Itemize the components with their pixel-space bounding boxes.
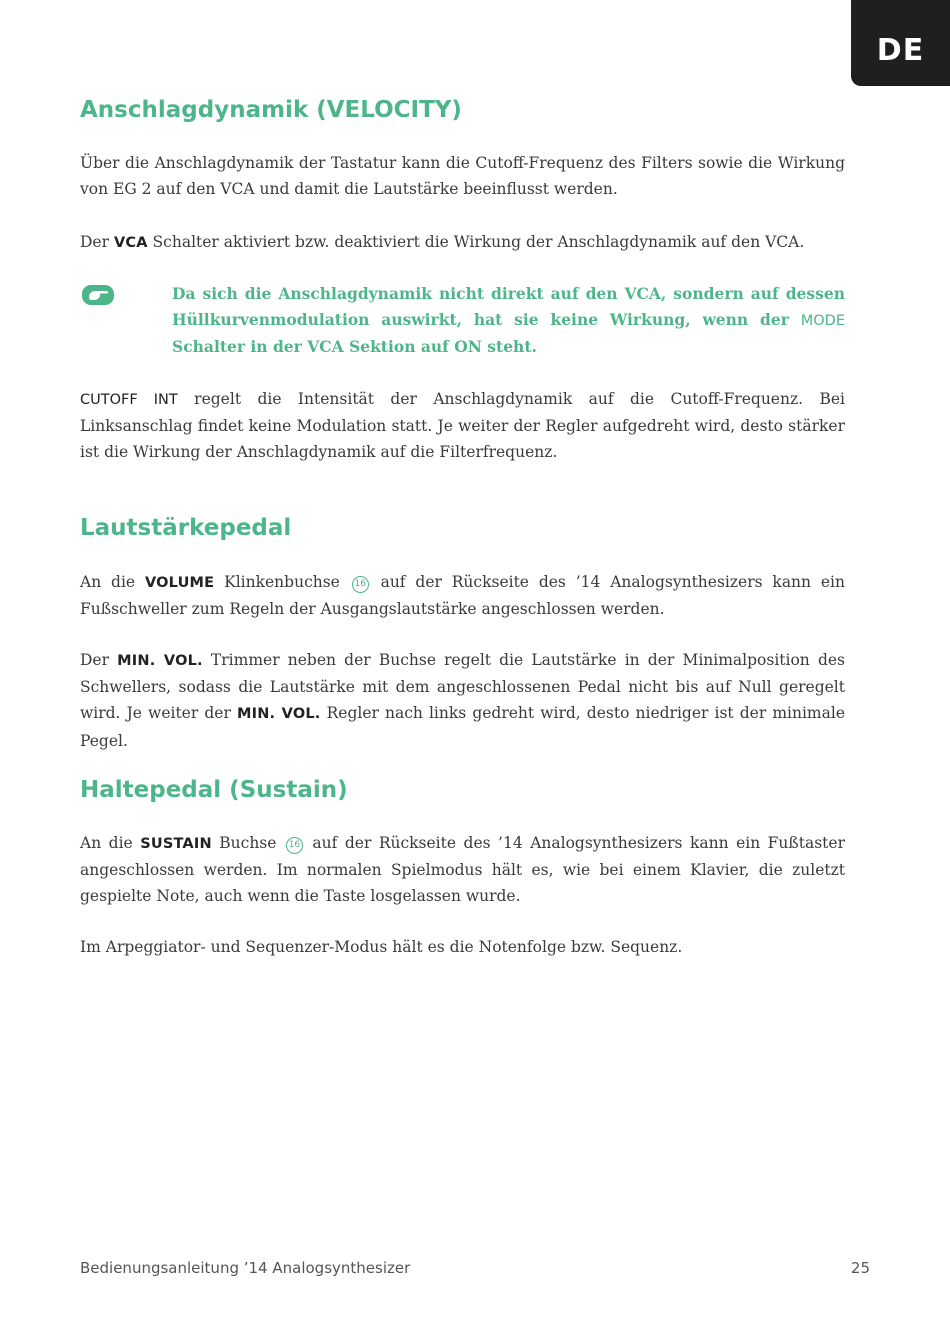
mode-keyword: MODE bbox=[800, 313, 845, 330]
velocity-note: Da sich die Anschlagdynamik nicht direkt auf den VCA, sondern auf dessen Hüllkurvenmodulation auswirkt, hat sie keine Wirkung, wenn der MODE Schalter in der VCA Sektion auf ON steht. bbox=[172, 284, 845, 357]
cutoff-int-keyword: CUTOFF INT bbox=[80, 392, 178, 408]
pointing-hand-icon bbox=[82, 284, 114, 306]
volume-paragraph-1: An die VOLUME Klinkenbuchse 16 auf der Rückseite des ’14 Analogsynthesizers kann ein Fußschweller zum Regeln der Ausgangslautstärke angeschlossen werden. bbox=[80, 573, 845, 619]
sustain-paragraph-2: Im Arpeggiator- und Sequenzer-Modus hält es die Notenfolge bzw. Sequenz. bbox=[80, 938, 683, 956]
footer-title: Bedienungsanleitung ’14 Analogsynthesizer bbox=[80, 1259, 411, 1277]
section-heading-volume-pedal: Lautstärkepedal bbox=[80, 515, 292, 541]
vca-keyword: VCA bbox=[113, 235, 148, 251]
language-tab bbox=[851, 0, 950, 86]
velocity-paragraph-2: Der VCA Schalter aktiviert bzw. deaktiviert die Wirkung der Anschlagdynamik auf den VCA. bbox=[80, 233, 805, 251]
volume-paragraph-2: Der MIN. VOL. Trimmer neben der Buchse regelt die Lautstärke in der Minimalposition des Schwellers, sodass die Lautstärke mit dem angeschlossenen Pedal nicht bis auf Null geregelt wird. Je weiter der MIN. VOL. Regler nach links gedreht wird, desto niedriger ist der minimale Pegel. bbox=[80, 651, 846, 750]
section-heading-sustain: Haltepedal (Sustain) bbox=[80, 777, 348, 803]
velocity-paragraph-3: CUTOFF INT regelt die Intensität der Anschlagdynamik auf die Cutoff-Frequenz. Bei Linksanschlag findet keine Modulation statt. Je weiter der Regler aufgedreht wird, desto stärker ist die Wirkung der Anschlagdynamik auf die Filterfrequenz. bbox=[80, 390, 845, 462]
sustain-keyword: SUSTAIN bbox=[140, 836, 212, 852]
section-heading-velocity: Anschlagdynamik (VELOCITY) bbox=[80, 97, 462, 123]
language-tab-label: DE bbox=[876, 33, 925, 68]
circled-number-icon: 16 bbox=[286, 837, 303, 854]
velocity-paragraph-1: Über die Anschlagdynamik der Tastatur kann die Cutoff-Frequenz des Filters sowie die Wirkung von EG 2 auf den VCA und damit die Lautstärke beeinflusst werden. bbox=[80, 154, 845, 199]
min-vol-keyword: MIN. VOL. bbox=[236, 706, 321, 723]
circled-number-icon: 16 bbox=[352, 576, 369, 593]
sustain-paragraph-1: An die SUSTAIN Buchse 16 auf der Rückseite des ’14 Analogsynthesizers kann ein Fußtaster angeschlossen werden. Im normalen Spielmodus hält es, wie bei einem Klavier, die zuletzt gespielte Note, auch wenn die Taste losgelassen wurde. bbox=[80, 834, 845, 906]
min-vol-keyword: MIN. VOL. bbox=[117, 653, 203, 669]
page-number: 25 bbox=[850, 1259, 870, 1277]
volume-keyword: VOLUME bbox=[144, 575, 215, 591]
